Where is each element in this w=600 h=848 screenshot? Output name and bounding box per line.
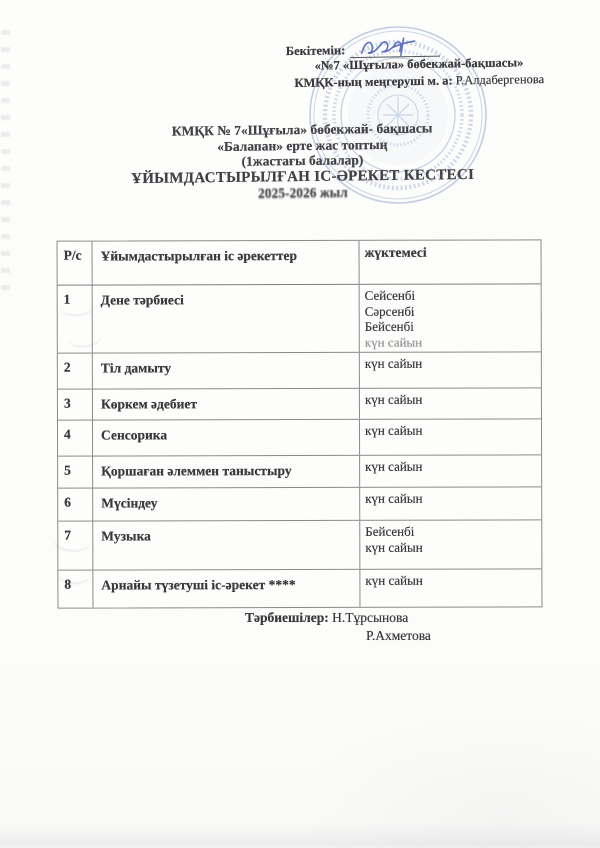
schedule-table-body — [58, 284, 542, 607]
schedule-cell — [360, 352, 541, 387]
scan-bottom-shadow — [0, 822, 600, 848]
activity-name: Қоршаған әлеммен таныстыру — [93, 456, 360, 488]
schedule-line: күн сайын — [364, 334, 423, 350]
row-number: 7 — [58, 522, 93, 570]
director-title-label: КМҚК-ның меңгеруші м. а: — [294, 72, 453, 90]
table-row — [58, 569, 541, 607]
activity-name: Дене тәрбиесі — [93, 285, 360, 353]
schedule-line: күн сайын — [364, 391, 423, 407]
activity-name: Музыка — [93, 521, 360, 570]
table-row — [58, 520, 541, 570]
scan-edge-marks — [1, 30, 10, 300]
handwritten-signature-icon — [359, 36, 419, 59]
table-row — [58, 352, 541, 389]
schedule-line: Сәрсенбі — [364, 303, 415, 319]
table-row — [58, 284, 541, 353]
schedule-cell — [360, 388, 541, 418]
schedule-line: күн сайын — [364, 422, 423, 438]
educators-label: Тәрбиешілер: — [245, 610, 329, 625]
table-row — [58, 419, 541, 456]
document-title-block — [95, 119, 511, 203]
schedule-cell — [360, 419, 541, 454]
row-number: 2 — [58, 354, 93, 389]
title-org-line: КМҚК № 7«Шұғыла» бөбекжай- бақшасы — [171, 120, 433, 139]
approval-block — [258, 35, 581, 91]
document-main-title: ҰЙЫМДАСТЫРЫЛҒАН ІС-ӘРЕКЕТ КЕСТЕСІ — [131, 166, 475, 187]
activity-name: Мүсіндеу — [93, 488, 360, 521]
signature-line — [349, 38, 439, 58]
educator-name: Н.Тұрсынова — [332, 610, 409, 625]
row-number: 8 — [58, 571, 93, 608]
activity-name: Тіл дамыту — [93, 353, 360, 389]
header-load-column: жүктемесі — [364, 244, 427, 260]
header-activity-column: Ұйымдастырылған іс әрекеттер — [93, 241, 360, 285]
schedule-cell — [360, 487, 541, 519]
table-row — [58, 487, 541, 521]
row-number: 5 — [58, 457, 93, 488]
schedule-line: күн сайын — [365, 490, 423, 506]
schedule-line: күн сайын — [364, 355, 423, 371]
schedule-line: күн сайын — [365, 572, 423, 588]
header-number-column: Р/с — [58, 242, 93, 285]
table-header-row — [58, 240, 541, 285]
schedule-cell — [360, 284, 541, 351]
document-year: 2025-2026 жыл — [257, 184, 348, 201]
table-row — [58, 388, 541, 420]
schedule-line: күн сайын — [365, 458, 423, 474]
row-number: 4 — [58, 421, 93, 456]
row-number: 3 — [58, 390, 93, 420]
title-age-line: (1жастағы балалар) — [241, 152, 364, 169]
schedule-cell — [360, 520, 541, 568]
approve-label: Бекітемін: — [285, 42, 346, 58]
row-number: 1 — [58, 286, 93, 353]
organization-name: «№7 «Шұғыла» бөбекжай-бақшасы» — [314, 55, 524, 73]
activity-name: Арнайы түзетуші іс-әрекет **** — [93, 570, 360, 608]
activity-name: Сенсорика — [93, 420, 360, 456]
title-group-line: «Балапан» ерте жас топтың — [217, 136, 388, 154]
schedule-line: күн сайын — [365, 539, 423, 555]
schedule-line: Бейсенбі — [365, 523, 415, 539]
row-number: 6 — [58, 489, 93, 521]
schedule-line: Бейсенбі — [364, 318, 414, 334]
director-name: Р.Алдабергенова — [455, 71, 545, 87]
schedule-line: Сейсенбі — [364, 287, 416, 303]
schedule-cell — [360, 569, 541, 606]
schedule-cell — [360, 455, 541, 486]
schedule-table — [57, 239, 543, 608]
educators-block — [245, 609, 431, 644]
activity-name: Көркем әдебиет — [93, 389, 360, 420]
table-row — [58, 455, 541, 488]
educator-name: Р.Ахметова — [366, 627, 431, 643]
